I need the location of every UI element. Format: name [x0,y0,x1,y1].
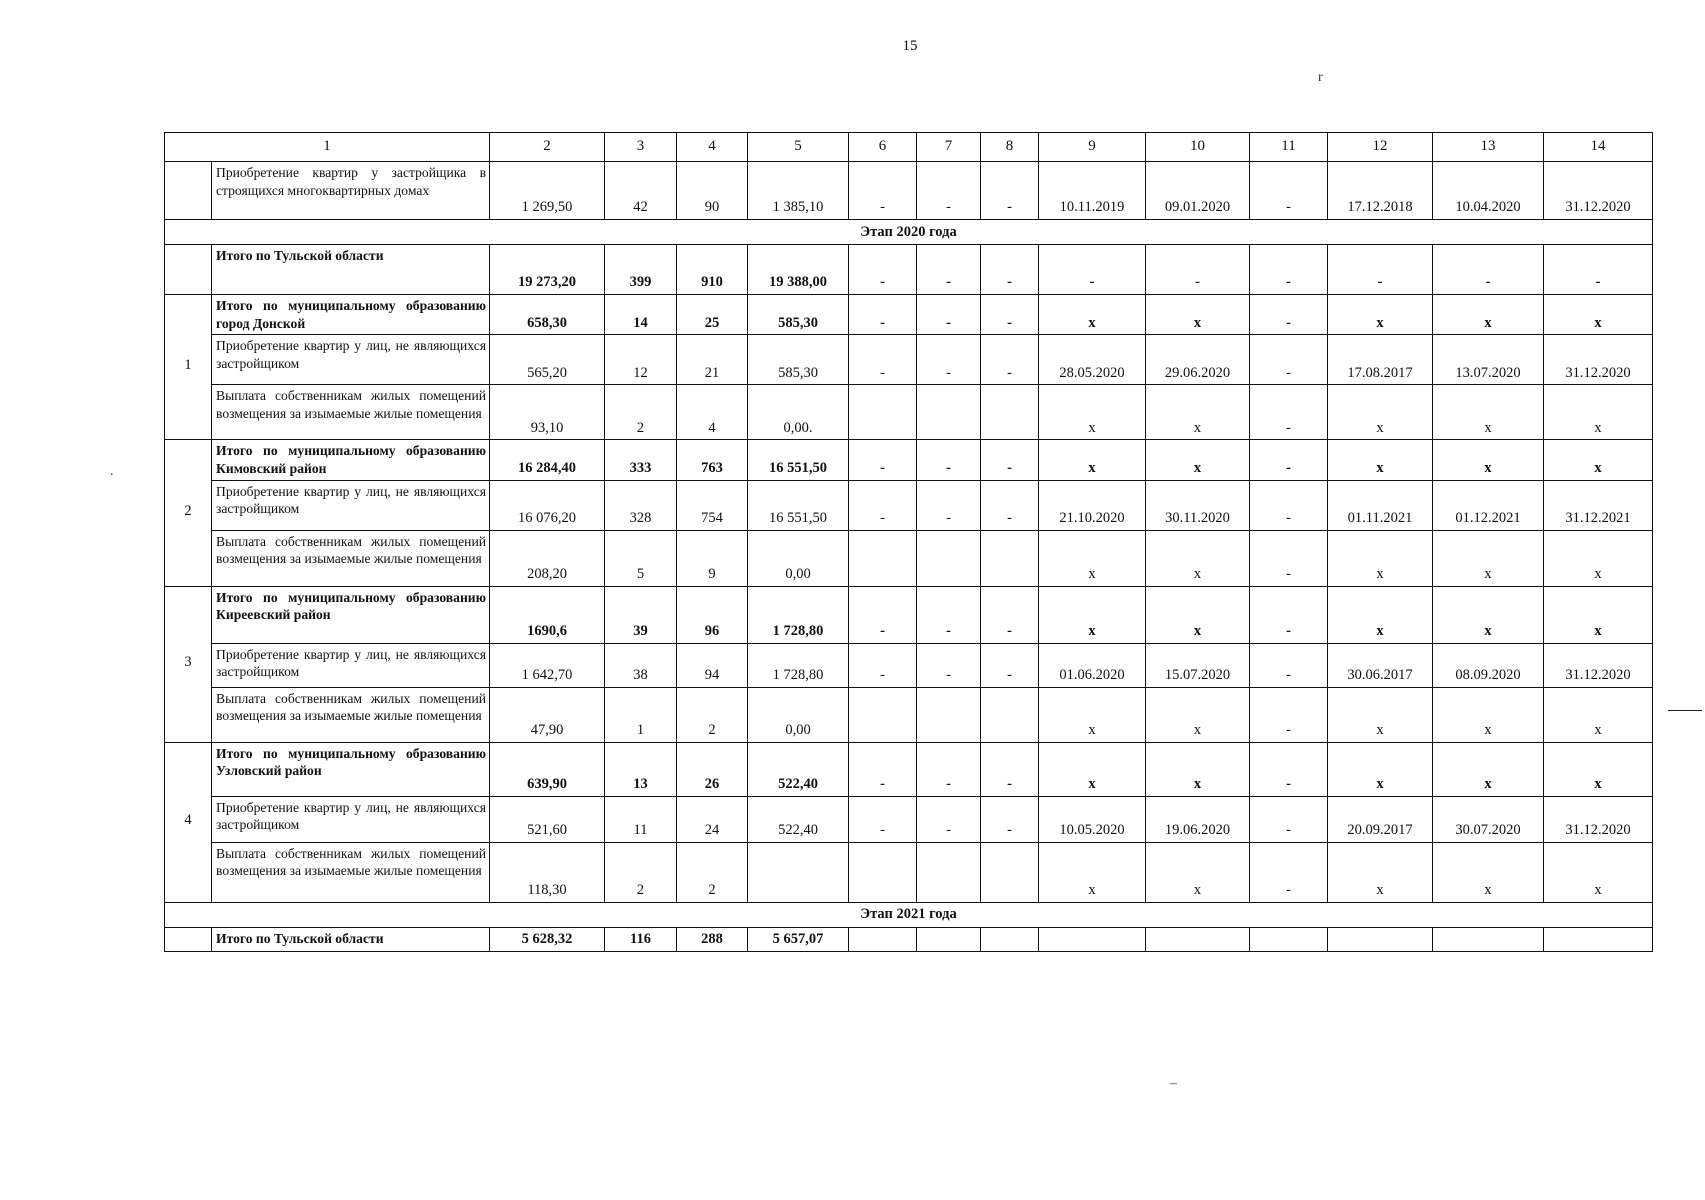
table-cell: - [1039,245,1146,295]
table-cell: 16 551,50 [748,480,849,530]
table-cell: x [1146,842,1250,902]
table-cell: x [1544,530,1653,586]
table-cell: - [917,796,981,842]
table-cell: 15.07.2020 [1146,643,1250,687]
table-cell: x [1544,440,1653,480]
table-body [165,133,1653,952]
table-cell: x [1328,742,1433,796]
scan-mark: . [110,464,114,479]
table-cell: - [1250,530,1328,586]
table-cell: 763 [677,440,748,480]
table-cell: x [1039,586,1146,643]
table-cell: 08.09.2020 [1433,643,1544,687]
row-description: Итого по муниципальному образованию город Донской [212,295,490,335]
table-row [165,440,1653,480]
table-cell: - [917,162,981,220]
table-cell: x [1544,742,1653,796]
table-cell [849,385,917,440]
table-cell: - [1250,643,1328,687]
table-cell: x [1544,842,1653,902]
table-cell: x [1328,586,1433,643]
column-number: 9 [1039,133,1146,162]
table-cell: 2 [605,385,677,440]
table-cell: 17.12.2018 [1328,162,1433,220]
table-cell: 19 388,00 [748,245,849,295]
table-cell: 93,10 [490,385,605,440]
table-cell [917,385,981,440]
table-cell: 29.06.2020 [1146,335,1250,385]
table-cell: - [917,742,981,796]
table-cell: 2 [677,687,748,742]
table-cell [748,842,849,902]
table-cell: 20.09.2017 [1328,796,1433,842]
table-cell: - [849,335,917,385]
table-cell: 39 [605,586,677,643]
table-cell: - [849,440,917,480]
table-cell: - [1250,742,1328,796]
table-cell [849,687,917,742]
table-cell: 30.11.2020 [1146,480,1250,530]
table-cell: 10.04.2020 [1433,162,1544,220]
table-cell [1146,927,1250,951]
table-cell: 1 728,80 [748,586,849,643]
table-cell: - [981,295,1039,335]
row-description: Выплата собственникам жилых помещений возмещения за изымаемые жилые помещения [212,530,490,586]
table-cell: 639,90 [490,742,605,796]
table-cell: - [1250,245,1328,295]
row-number-cell: 4 [165,742,212,902]
table-cell: 1 [605,687,677,742]
table-cell: 1 642,70 [490,643,605,687]
table-cell: 754 [677,480,748,530]
table-cell: 521,60 [490,796,605,842]
table-cell [981,385,1039,440]
table-cell [981,687,1039,742]
table-row [165,480,1653,530]
table-cell: 16 551,50 [748,440,849,480]
table-cell: - [849,796,917,842]
table-cell: 13 [605,742,677,796]
row-number-cell [165,927,212,951]
table-cell: - [981,480,1039,530]
table-cell [917,530,981,586]
table-cell: x [1544,385,1653,440]
table-cell: 09.01.2020 [1146,162,1250,220]
table-cell: 01.06.2020 [1039,643,1146,687]
table-cell: 25 [677,295,748,335]
table-cell: - [1250,687,1328,742]
stage-row [165,902,1653,927]
table-cell: x [1433,440,1544,480]
table-cell: 12 [605,335,677,385]
table-cell: 10.11.2019 [1039,162,1146,220]
table-cell: 116 [605,927,677,951]
table-cell: 2 [677,842,748,902]
table-cell: x [1328,385,1433,440]
table-cell: - [849,643,917,687]
table-cell: x [1328,530,1433,586]
table-cell [1250,927,1328,951]
table-cell: 21 [677,335,748,385]
table-cell: 21.10.2020 [1039,480,1146,530]
table-cell: - [1250,796,1328,842]
table-cell: - [917,586,981,643]
table-cell: - [917,245,981,295]
table-cell: - [917,480,981,530]
row-number-cell: 1 [165,295,212,440]
table-cell: 328 [605,480,677,530]
table-cell: x [1146,440,1250,480]
table-cell: 31.12.2020 [1544,335,1653,385]
table-cell: - [981,643,1039,687]
table-row [165,742,1653,796]
table-cell: x [1146,586,1250,643]
table-cell: 31.12.2020 [1544,162,1653,220]
table-cell [981,842,1039,902]
table-cell: 1 385,10 [748,162,849,220]
table-cell [917,687,981,742]
column-number: 10 [1146,133,1250,162]
table-cell: 658,30 [490,295,605,335]
column-number: 5 [748,133,849,162]
table-cell: 9 [677,530,748,586]
table-cell: x [1039,385,1146,440]
table-cell: x [1328,842,1433,902]
table-cell: 30.07.2020 [1433,796,1544,842]
table-cell: - [1250,440,1328,480]
table-cell: x [1433,842,1544,902]
table-cell: - [981,796,1039,842]
table-cell: 28.05.2020 [1039,335,1146,385]
table-row [165,643,1653,687]
table-cell: 1 728,80 [748,643,849,687]
table-cell: - [1250,842,1328,902]
table-row [165,530,1653,586]
table-cell: x [1544,687,1653,742]
row-number-cell: 2 [165,440,212,586]
table-cell: - [1250,385,1328,440]
table-cell: x [1328,440,1433,480]
table-cell: 30.06.2017 [1328,643,1433,687]
table-cell: - [917,335,981,385]
column-number: 3 [605,133,677,162]
table-cell: - [1250,295,1328,335]
table-cell: 0,00 [748,530,849,586]
table-cell: x [1039,687,1146,742]
row-description: Приобретение квартир у застройщика в строящихся многоквартирных домах [212,162,490,220]
table-cell: 01.11.2021 [1328,480,1433,530]
column-number: 4 [677,133,748,162]
table-cell: - [1544,245,1653,295]
table-cell: x [1433,385,1544,440]
table-cell: - [849,480,917,530]
table-row [165,586,1653,643]
table-cell: 585,30 [748,295,849,335]
table-cell: 31.12.2020 [1544,796,1653,842]
table-cell: 399 [605,245,677,295]
table-cell: 31.12.2021 [1544,480,1653,530]
table-cell: - [849,742,917,796]
table-cell: - [849,295,917,335]
column-number: 14 [1544,133,1653,162]
table-cell: x [1433,742,1544,796]
table-cell: 16 284,40 [490,440,605,480]
table-cell: 585,30 [748,335,849,385]
table-cell: 2 [605,842,677,902]
table-cell: 11 [605,796,677,842]
table-cell: x [1433,530,1544,586]
table-cell: x [1039,742,1146,796]
table-cell: - [849,245,917,295]
stage-title: Этап 2020 года [165,220,1653,245]
column-number: 1 [165,133,490,162]
table-cell: x [1039,530,1146,586]
table-cell [917,842,981,902]
table-cell: 31.12.2020 [1544,643,1653,687]
table-cell: 522,40 [748,742,849,796]
table-cell: 208,20 [490,530,605,586]
table-cell: 522,40 [748,796,849,842]
table-cell: - [1146,245,1250,295]
table-cell [849,530,917,586]
table-cell: 19 273,20 [490,245,605,295]
table-cell: x [1146,530,1250,586]
table-row [165,687,1653,742]
table-cell: - [981,162,1039,220]
table-cell [1544,927,1653,951]
table-cell: 910 [677,245,748,295]
table-cell: 565,20 [490,335,605,385]
row-number-cell: 3 [165,586,212,742]
table-cell: - [981,335,1039,385]
table-cell: 333 [605,440,677,480]
table-cell: - [1433,245,1544,295]
header-row [165,133,1653,162]
table-cell: 14 [605,295,677,335]
table-cell: 17.08.2017 [1328,335,1433,385]
row-description: Итого по муниципальному образованию Кимовский район [212,440,490,480]
table-cell: x [1433,586,1544,643]
column-number: 8 [981,133,1039,162]
table-cell: - [1250,586,1328,643]
table-cell: 42 [605,162,677,220]
table-cell [1433,927,1544,951]
table-cell: - [981,245,1039,295]
table-cell [849,842,917,902]
row-description: Итого по муниципальному образованию Киреевский район [212,586,490,643]
table-row [165,335,1653,385]
column-number: 13 [1433,133,1544,162]
column-number: 7 [917,133,981,162]
table-cell: 1 269,50 [490,162,605,220]
row-description: Выплата собственникам жилых помещений возмещения за изымаемые жилые помещения [212,385,490,440]
table-cell: 24 [677,796,748,842]
table-cell: 47,90 [490,687,605,742]
row-description: Выплата собственникам жилых помещений возмещения за изымаемые жилые помещения [212,842,490,902]
table-cell: - [981,586,1039,643]
table-cell: 0,00 [748,687,849,742]
total-row [165,927,1653,951]
table-cell: x [1328,295,1433,335]
table-cell: 13.07.2020 [1433,335,1544,385]
row-description: Итого по Тульской области [212,927,490,951]
table-cell: - [1328,245,1433,295]
table-cell: 01.12.2021 [1433,480,1544,530]
table-cell: 94 [677,643,748,687]
row-description: Приобретение квартир у лиц, не являющихся застройщиком [212,643,490,687]
stage-row [165,220,1653,245]
column-number: 6 [849,133,917,162]
row-description: Приобретение квартир у лиц, не являющихся застройщиком [212,480,490,530]
row-number-cell [165,162,212,220]
scan-mark: – [1170,1076,1177,1091]
table-cell: x [1328,687,1433,742]
table-cell: x [1039,440,1146,480]
table-cell [981,927,1039,951]
page-number: 15 [902,38,918,54]
table-cell: x [1433,295,1544,335]
table-cell: x [1146,295,1250,335]
table-cell: 38 [605,643,677,687]
table-cell: 5 657,07 [748,927,849,951]
scan-edge-line [1668,710,1702,711]
table-cell: - [1250,335,1328,385]
table-cell: 118,30 [490,842,605,902]
table-cell [917,927,981,951]
data-table [164,132,1653,952]
table-row [165,385,1653,440]
table-cell: 5 628,32 [490,927,605,951]
table-cell: x [1433,687,1544,742]
table-row [165,796,1653,842]
table-cell: - [849,162,917,220]
table-cell: - [981,742,1039,796]
stage-title: Этап 2021 года [165,902,1653,927]
table-cell: 19.06.2020 [1146,796,1250,842]
table-cell: x [1146,385,1250,440]
table-cell: - [1250,480,1328,530]
row-description: Итого по Тульской области [212,245,490,295]
table-cell: x [1039,842,1146,902]
table-cell: - [849,586,917,643]
column-number: 2 [490,133,605,162]
table-cell [1039,927,1146,951]
row-number-cell [165,245,212,295]
table-cell [981,530,1039,586]
table-cell: x [1544,295,1653,335]
row-description: Выплата собственникам жилых помещений возмещения за изымаемые жилые помещения [212,687,490,742]
table-cell: - [1250,162,1328,220]
column-number: 11 [1250,133,1328,162]
row-description: Приобретение квартир у лиц, не являющихся застройщиком [212,796,490,842]
table-cell: x [1146,742,1250,796]
table-cell [1328,927,1433,951]
table-cell: 0,00. [748,385,849,440]
table-cell: 5 [605,530,677,586]
table-cell: - [981,440,1039,480]
scan-mark: r [1318,70,1323,85]
table-cell: 288 [677,927,748,951]
total-row [165,245,1653,295]
table-cell: - [917,295,981,335]
row-description: Приобретение квартир у лиц, не являющихся застройщиком [212,335,490,385]
table-cell: - [917,440,981,480]
table-cell: x [1544,586,1653,643]
table-row [165,162,1653,220]
row-description: Итого по муниципальному образованию Узловский район [212,742,490,796]
table-row [165,842,1653,902]
table-cell: x [1146,687,1250,742]
table-row [165,295,1653,335]
table-cell: 10.05.2020 [1039,796,1146,842]
table-cell: 16 076,20 [490,480,605,530]
column-number: 12 [1328,133,1433,162]
table-cell: 4 [677,385,748,440]
table-cell: 96 [677,586,748,643]
table-cell: 90 [677,162,748,220]
table-cell: 26 [677,742,748,796]
table-cell: x [1039,295,1146,335]
table-cell: 1690,6 [490,586,605,643]
table-cell [849,927,917,951]
table-cell: - [917,643,981,687]
